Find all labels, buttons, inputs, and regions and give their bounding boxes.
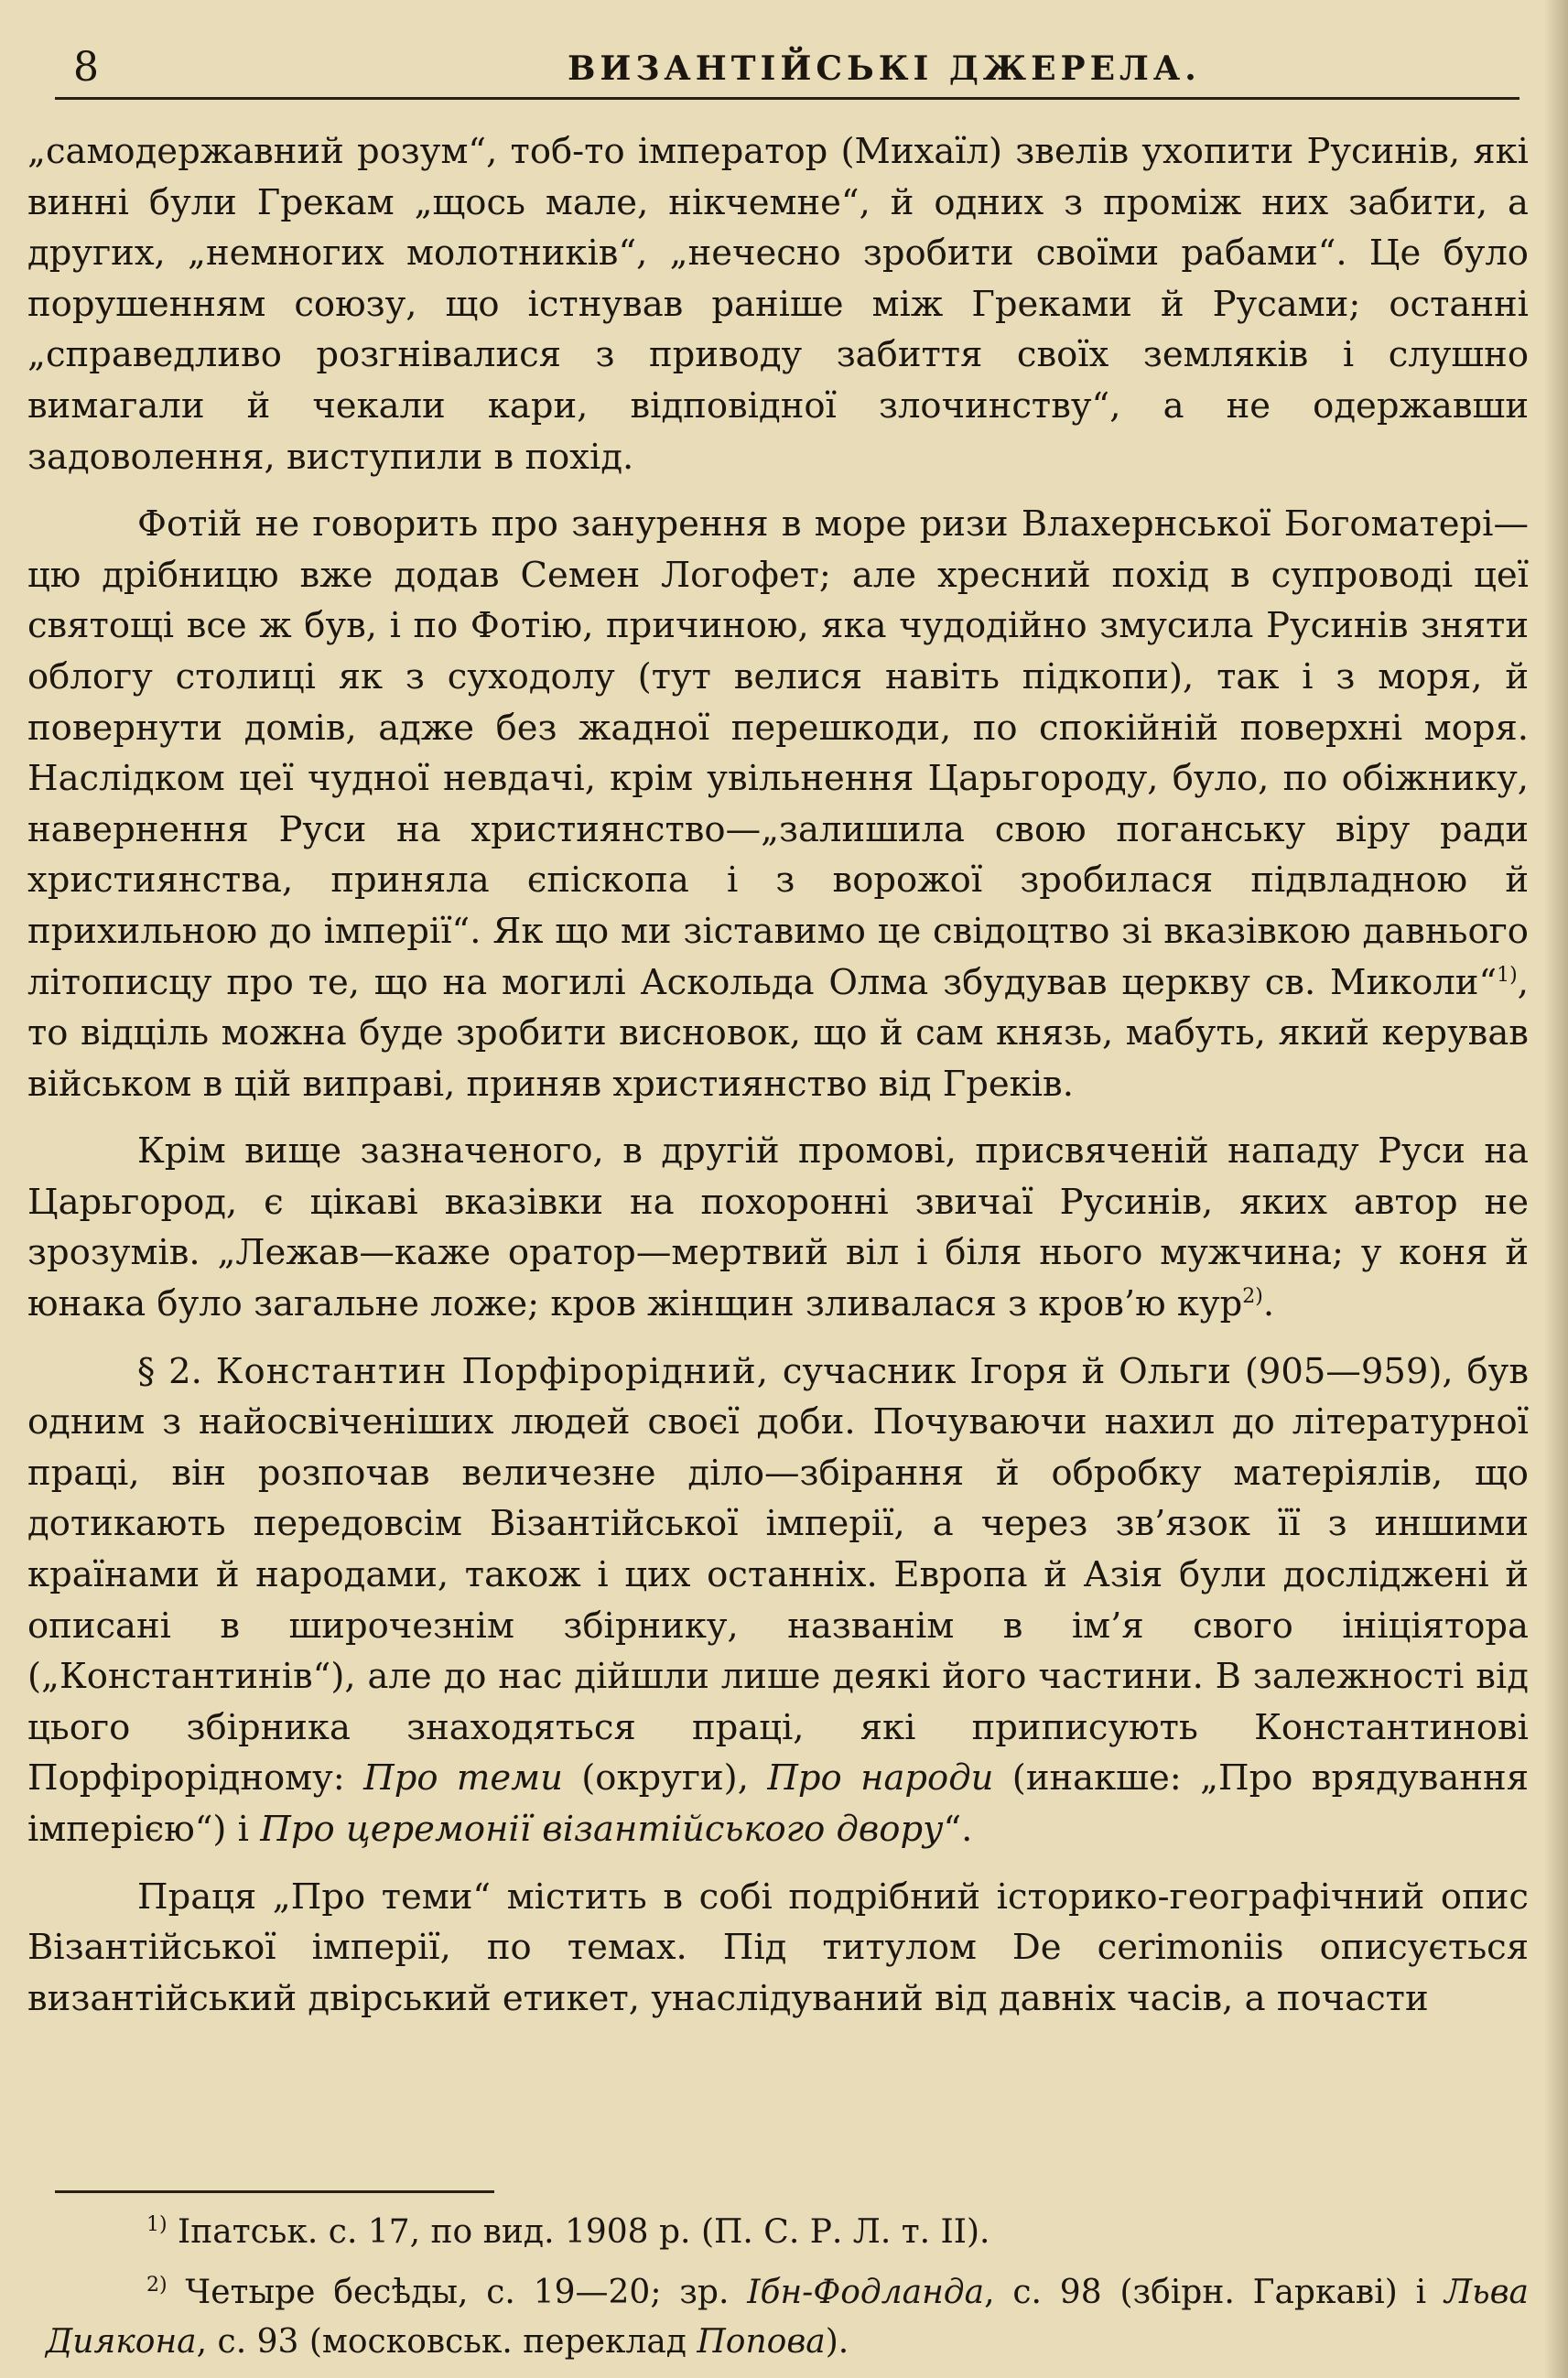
work-title-ceremonies: Про церемонії візантійського двору <box>260 1809 944 1850</box>
page-edge-shadow <box>1544 0 1568 2378</box>
footnotes <box>46 2208 1529 2367</box>
paragraph-4-end: “. <box>943 1809 973 1850</box>
footnote-2-c: , с. 98 (збірн. Гаркаві) і <box>984 2274 1444 2311</box>
paragraph-4-text: сучасник Ігоря й Ольги (905—959), був одним з найосвіченіших людей своєї доби. Почуваючи нахил до літературної праці, він розпочав величезне діло—збірання й обробку матеріялів, що дотикають передовсім Візантійської імперії, а через зв’язок її з иншими країнами й народами, також і цих останніх. Европа й Азія були досліджені й описані в широчезнім збірнику, названім в ім’я свого ініціятора („Константинів“), але до нас дійшли лише деякі його частини. В залежності від цього збірника знаходяться праці, які приписують Константинові Порфірорідному: <box>27 1350 1529 1800</box>
footnote-rule <box>55 2190 494 2193</box>
footnote-ref-1[interactable]: 1) <box>1497 963 1518 987</box>
paragraph-4-mid-2: (инакше: „Про врядування імперією“) і <box>27 1757 1529 1850</box>
page-number: 8 <box>73 44 100 91</box>
footnote-2-author-ibn-fadlan: Ібн-Фодланда <box>747 2274 985 2311</box>
footnote-2-e: , с. 93 (московськ. переклад <box>196 2323 697 2361</box>
paragraph-2 <box>27 499 1529 1109</box>
paragraph-4 <box>27 1346 1529 1855</box>
footnote-2-g: ). <box>825 2323 849 2361</box>
work-title-peoples: Про народи <box>767 1757 994 1800</box>
footnote-2-mark: 2) <box>146 2274 168 2297</box>
footnote-2-author-leo-deacon: Льва Диякона <box>46 2274 1530 2361</box>
work-title-themes: Про теми <box>363 1757 563 1800</box>
paragraph-3-tail: . <box>1262 1283 1275 1325</box>
paragraph-2-text: Фотій не говорить про занурення в море ризи Влахернської Богоматері—цю дрібницю вже додав Семен Логофет; але хресний похід в супроводі цеї святощі все ж був, і по Фотію, причиною, яка чудодійно змусила Русинів зняти облогу столиці як з суходолу (тут велися навіть підкопи), так і з моря, й повернути домів, адже без жадної перешкоди, по спокійній поверхні моря. Наслідком цеї чудної невдачі, крім увільнення Царьгороду, було, по обіжнику, навернення Руси на християнство—„залишила свою поганську віру ради християнства, приняла єпіскопа і з ворожої зробилася підвладною й прихильною до імперії“. Як що ми зіставимо це свідоцтво зі вказівкою давнього літописцу про те, що на могилі Аскольда Олма збудував церкву св. Миколи“ <box>27 503 1529 1003</box>
footnote-1 <box>46 2208 1529 2257</box>
paragraph-3 <box>27 1126 1529 1329</box>
footnote-1-text: Іпатськ. с. 17, по вид. 1908 р. (П. С. Р. Л. т. II). <box>167 2213 990 2251</box>
paragraph-5: Праця „Про теми“ містить в собі подрібний історико-географічний опис Візантійської імперії, по темах. Під титулом De cerimoniis описується византійський двірський етикет, унаслідуваний від давніх часів, а почасти <box>27 1875 1529 2019</box>
footnote-2-a: Четыре бесѣды, с. 19—20; зр. <box>167 2274 748 2311</box>
section-number: § 2. <box>137 1350 202 1392</box>
running-head: ВИЗАНТІЙСЬКІ ДЖЕРЕЛА. <box>568 49 1201 88</box>
header-rule <box>55 97 1519 100</box>
paragraph-3-text: Крім вище зазначеного, в другій промові, присвяченій нападу Руси на Царьгород, є цікаві вказівки на похоронні звичаї Русинів, яких автор не зрозумів. „Лежав—каже оратор—мертвий віл і біля нього мужчина; у коня й юнака було загальне ложе; кров жінщин зливалася з кров’ю кур <box>27 1130 1529 1325</box>
paragraph-2-tail: , то відціль можна буде зробити висновок, що й сам князь, мабуть, який керував військом в цій виправі, приняв християнство від Греків. <box>27 961 1529 1105</box>
page-header <box>55 40 1519 95</box>
paragraph-4-mid-1: (округи), <box>562 1757 768 1800</box>
paragraph-1: „самодержавний розум“, тоб-то імператор (Михаїл) звелів ухопити Русинів, які винні були Грекам „щось мале, нікчемне“, й одних з проміж них забити, а других, „немногих молотників“, „нечесно зробити своїми рабами“. Це було порушенням союзу, що істнував раніше між Греками й Русами; останні „справедливо розгнівалися з приводу забиття своїх земляків і слушно вимагали й чекали кари, відповідної злочинству“, а не одержавши задоволення, виступили в похід. <box>27 131 1529 478</box>
footnote-2 <box>46 2268 1529 2367</box>
footnote-1-mark: 1) <box>146 2213 168 2236</box>
main-text <box>27 126 1529 2024</box>
footnote-2-translator-popov: Попова <box>697 2323 826 2361</box>
section-title-name: Константин Порфірорідний, <box>215 1350 769 1392</box>
footnote-ref-2[interactable]: 2) <box>1242 1285 1263 1309</box>
